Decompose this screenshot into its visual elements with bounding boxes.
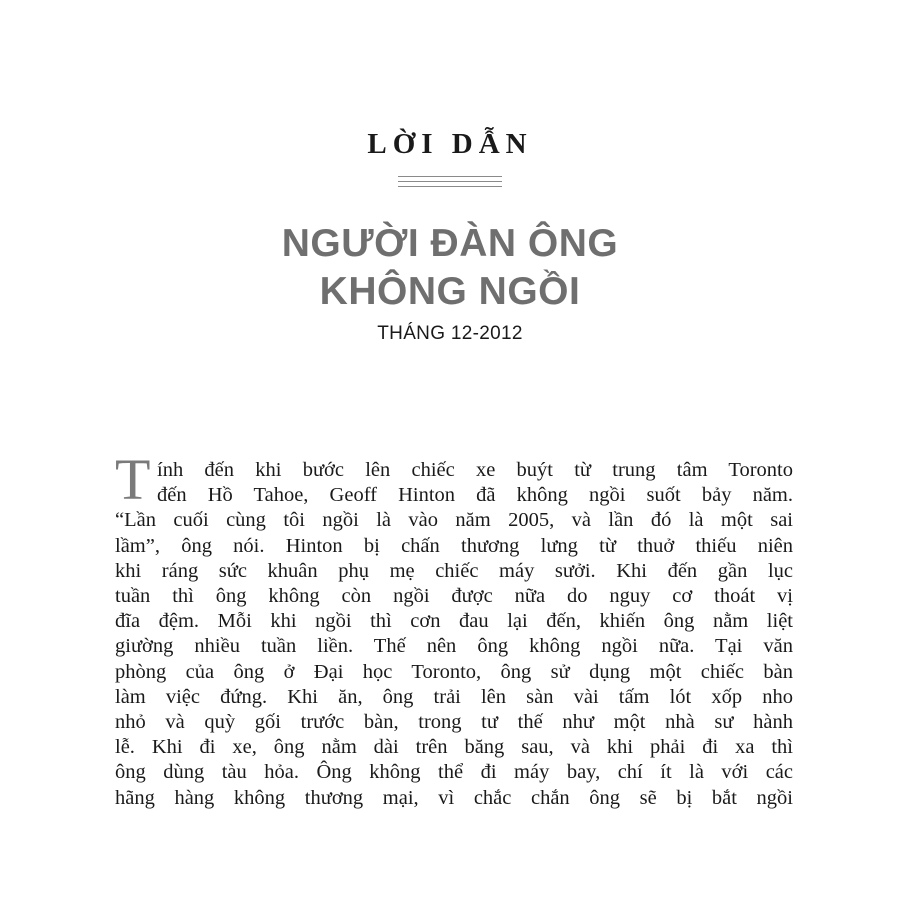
chapter-title-line-2: KHÔNG NGỒI bbox=[319, 270, 581, 313]
body-line: ính đến khi bước lên chiếc xe buýt từ trung tâm Toronto bbox=[157, 459, 793, 481]
section-label: LỜI DẪN bbox=[367, 128, 533, 160]
body-line: khi ráng sức khuân phụ mẹ chiếc máy sưởi. Khi đến gần lục bbox=[115, 559, 793, 582]
body-line: lầm”, ông nói. Hinton bị chấn thương lưng từ thuở thiếu niên bbox=[115, 534, 793, 557]
body-line: làm việc đứng. Khi ăn, ông trải lên sàn vài tấm lót xốp nho bbox=[115, 685, 793, 708]
divider-rule-top bbox=[398, 176, 502, 177]
body-line: ông dùng tàu hỏa. Ông không thể đi máy bay, chí ít là với các bbox=[115, 761, 793, 784]
chapter-title bbox=[0, 220, 900, 316]
body-line: nhỏ và quỳ gối trước bàn, trong tư thế như một nhà sư hành bbox=[115, 711, 793, 734]
divider-rule-middle bbox=[398, 181, 502, 182]
body-line: lễ. Khi đi xe, ông nằm dài trên băng sau, và khi phải đi xa thì bbox=[115, 736, 793, 759]
body-line: đĩa đệm. Mỗi khi ngồi thì cơn đau lại đến, khiến ông nằm liệt bbox=[115, 610, 793, 633]
chapter-date: THÁNG 12-2012 bbox=[377, 323, 523, 344]
divider-rule-bottom bbox=[398, 186, 502, 187]
chapter-title-line-1: NGƯỜI ĐÀN ÔNG bbox=[281, 222, 619, 265]
body-line: “Lần cuối cùng tôi ngồi là vào năm 2005, và lần đó là một sai bbox=[115, 509, 793, 532]
body-paragraph bbox=[115, 458, 793, 811]
body-line: tuần thì ông không còn ngồi được nữa do nguy cơ thoát vị bbox=[115, 585, 793, 608]
body-line: phòng của ông ở Đại học Toronto, ông sử dụng một chiếc bàn bbox=[115, 660, 793, 683]
body-line: hãng hàng không thương mại, vì chắc chắn ông sẽ bị bắt ngồi bbox=[115, 786, 793, 809]
body-line: giường nhiều tuần liền. Thế nên ông không ngồi nữa. Tại văn bbox=[115, 635, 793, 658]
drop-cap: T bbox=[115, 447, 151, 512]
body-line: đến Hồ Tahoe, Geoff Hinton đã không ngồi suốt bảy năm. bbox=[157, 484, 793, 507]
